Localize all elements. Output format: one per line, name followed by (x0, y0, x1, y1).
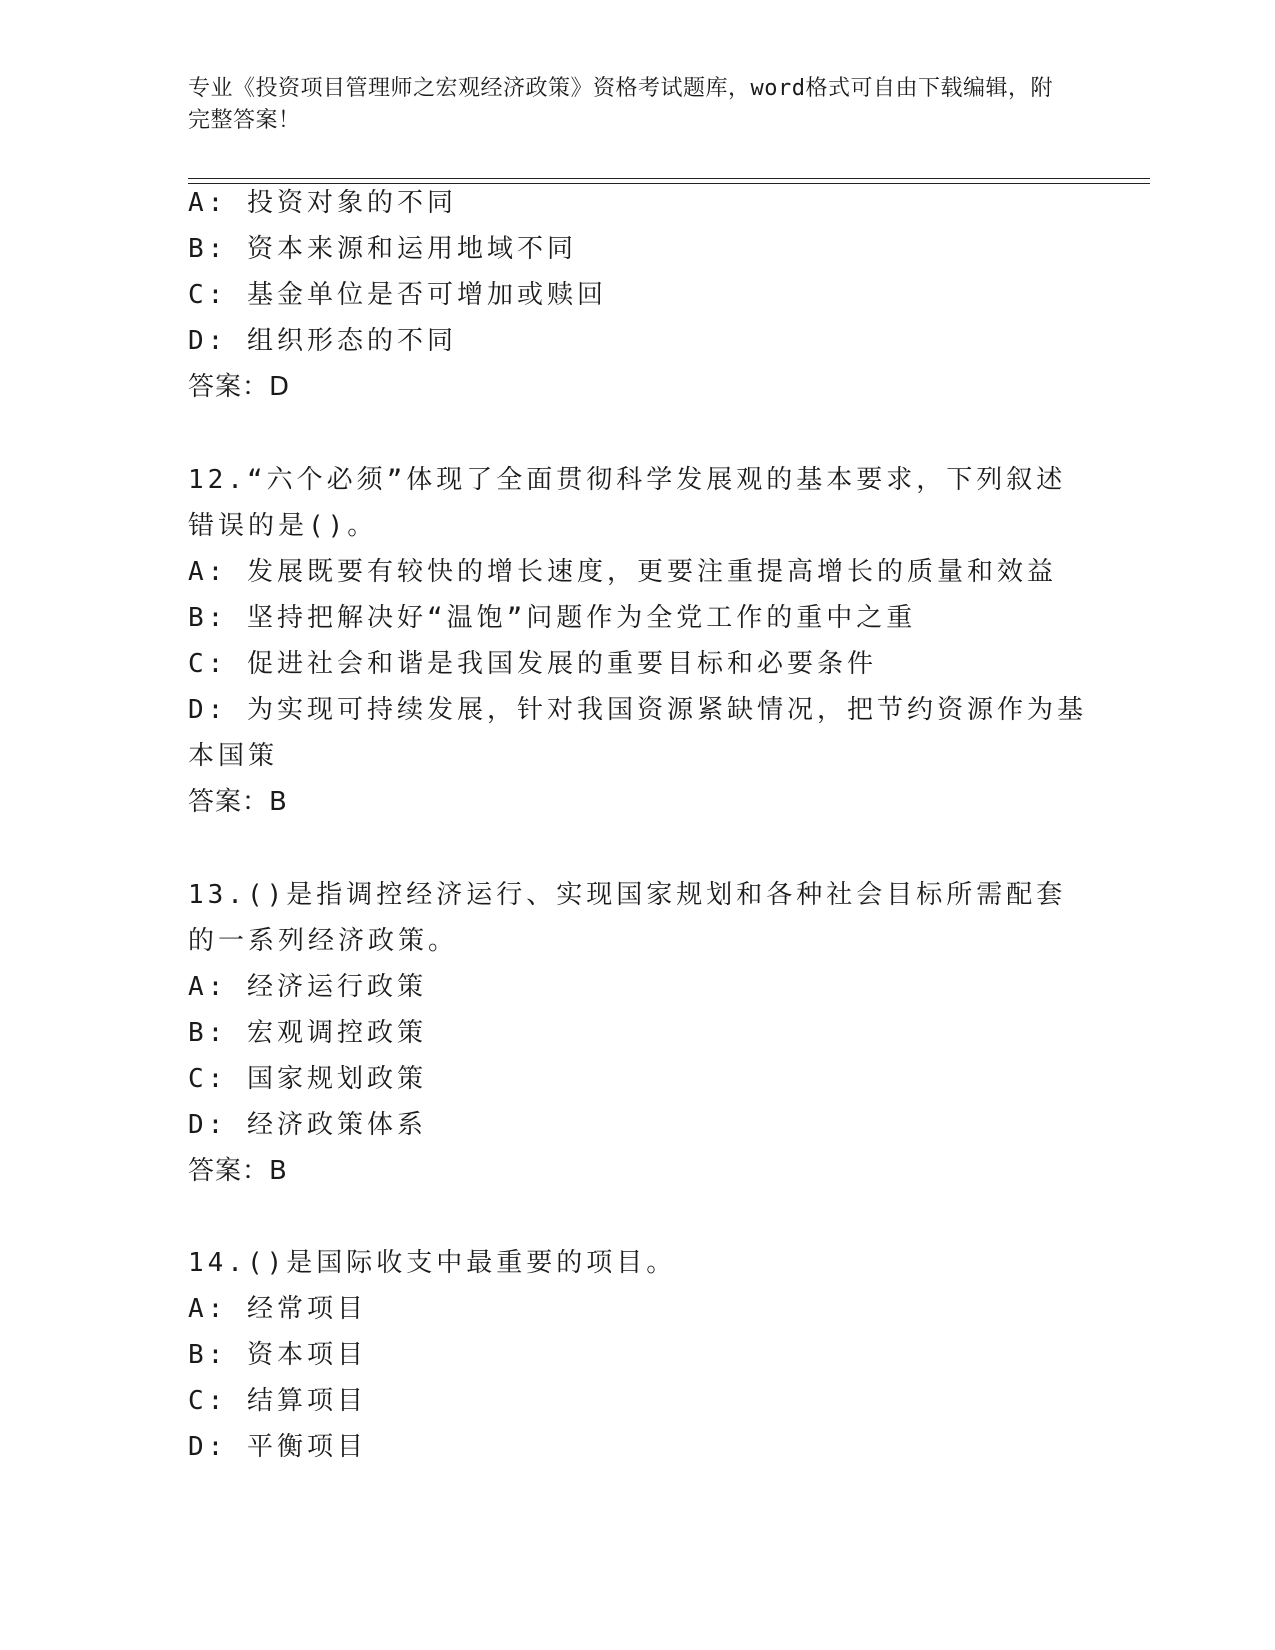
option-c: C: 促进社会和谐是我国发展的重要目标和必要条件 (188, 649, 877, 679)
question-block-11 (188, 180, 1088, 410)
option-a: A: 投资对象的不同 (188, 188, 457, 218)
option-c: C: 结算项目 (188, 1386, 367, 1416)
answer-line: 答案：D (188, 372, 291, 402)
question-block-12 (188, 457, 1088, 825)
option-b: B: 坚持把解决好“温饱”问题作为全党工作的重中之重 (188, 603, 917, 633)
option-d: D: 平衡项目 (188, 1432, 367, 1462)
option-a: A: 发展既要有较快的增长速度，更要注重提高增长的质量和效益 (188, 557, 1057, 587)
option-b: B: 宏观调控政策 (188, 1018, 427, 1048)
option-d: D: 为实现可持续发展，针对我国资源紧缺情况，把节约资源作为基本国策 (188, 695, 1087, 771)
option-a: A: 经常项目 (188, 1294, 367, 1324)
option-d: D: 组织形态的不同 (188, 326, 457, 356)
option-b: B: 资本来源和运用地域不同 (188, 234, 577, 264)
option-b: B: 资本项目 (188, 1340, 367, 1370)
document-header: 专业《投资项目管理师之宏观经济政策》资格考试题库，word格式可自由下载编辑，附完整答案！ (188, 76, 1053, 133)
question-block-14 (188, 1240, 1088, 1470)
question-text: 13.()是指调控经济运行、实现国家规划和各种社会目标所需配套的一系列经济政策。 (188, 880, 1067, 956)
question-text: 14.()是国际收支中最重要的项目。 (188, 1248, 677, 1278)
option-c: C: 国家规划政策 (188, 1064, 427, 1094)
header-divider-top (188, 178, 1150, 179)
option-d: D: 经济政策体系 (188, 1110, 427, 1140)
question-block-13 (188, 872, 1088, 1194)
answer-line: 答案：B (188, 1156, 288, 1186)
answer-line: 答案：B (188, 787, 288, 817)
option-a: A: 经济运行政策 (188, 972, 427, 1002)
question-text: 12.“六个必须”体现了全面贯彻科学发展观的基本要求，下列叙述错误的是()。 (188, 465, 1067, 541)
option-c: C: 基金单位是否可增加或赎回 (188, 280, 607, 310)
